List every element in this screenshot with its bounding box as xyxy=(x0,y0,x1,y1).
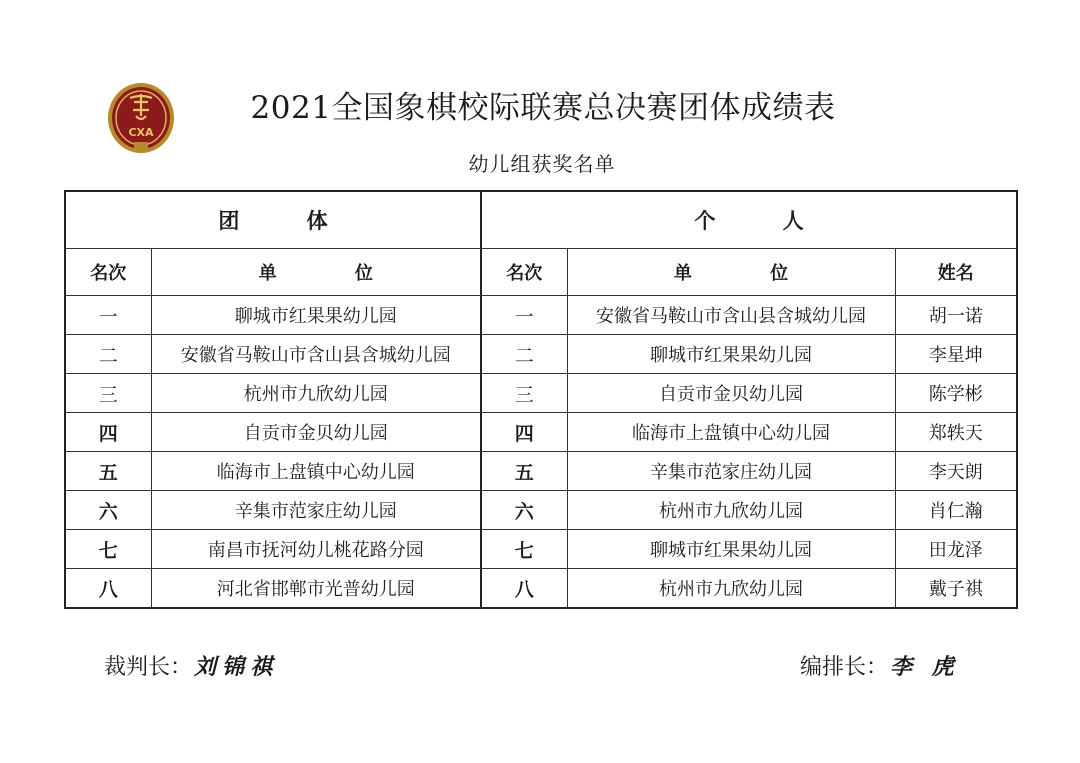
individual-rank-cell: 三 xyxy=(481,374,567,413)
table-row xyxy=(65,296,1017,335)
team-unit-cell: 杭州市九欣幼儿园 xyxy=(151,374,481,413)
team-rank-cell: 五 xyxy=(65,452,151,491)
individual-name-cell: 郑轶天 xyxy=(895,413,1017,452)
table-row xyxy=(65,413,1017,452)
individual-rank-header: 名次 xyxy=(481,249,567,296)
team-rank-cell: 八 xyxy=(65,569,151,609)
team-unit-cell: 辛集市范家庄幼儿园 xyxy=(151,491,481,530)
team-rank-cell: 四 xyxy=(65,413,151,452)
individual-rank-cell: 二 xyxy=(481,335,567,374)
team-rank-header: 名次 xyxy=(65,249,151,296)
team-unit-cell: 聊城市红果果幼儿园 xyxy=(151,296,481,335)
team-rank-cell: 二 xyxy=(65,335,151,374)
individual-name-cell: 胡一诺 xyxy=(895,296,1017,335)
individual-name-cell: 田龙泽 xyxy=(895,530,1017,569)
individual-unit-cell: 自贡市金贝幼儿园 xyxy=(567,374,895,413)
individual-name-cell: 陈学彬 xyxy=(895,374,1017,413)
individual-unit-cell: 杭州市九欣幼儿园 xyxy=(567,491,895,530)
column-header-row xyxy=(65,249,1017,296)
page-subtitle: 幼儿组获奖名单 xyxy=(468,152,616,176)
individual-rank-cell: 八 xyxy=(481,569,567,609)
table-row xyxy=(65,530,1017,569)
page-title: 2021全国象棋校际联赛总决赛团体成绩表 xyxy=(250,90,836,126)
individual-name-cell: 肖仁瀚 xyxy=(895,491,1017,530)
individual-rank-cell: 四 xyxy=(481,413,567,452)
individual-unit-cell: 临海市上盘镇中心幼儿园 xyxy=(567,413,895,452)
individual-unit-cell: 辛集市范家庄幼儿园 xyxy=(567,452,895,491)
team-unit-cell: 自贡市金贝幼儿园 xyxy=(151,413,481,452)
table-row xyxy=(65,491,1017,530)
table-row xyxy=(65,335,1017,374)
team-rank-cell: 三 xyxy=(65,374,151,413)
results-table xyxy=(64,190,1018,609)
team-unit-header: 单 位 xyxy=(151,249,481,296)
logo-text: CXA xyxy=(128,126,154,139)
table-row xyxy=(65,569,1017,609)
individual-unit-cell: 杭州市九欣幼儿园 xyxy=(567,569,895,609)
individual-rank-cell: 七 xyxy=(481,530,567,569)
team-unit-cell: 河北省邯郸市光普幼儿园 xyxy=(151,569,481,609)
team-unit-cell: 安徽省马鞍山市含山县含城幼儿园 xyxy=(151,335,481,374)
team-group-header: 团 体 xyxy=(65,191,481,249)
chief-referee-name: 刘锦祺 xyxy=(194,655,279,680)
individual-name-cell: 李星坤 xyxy=(895,335,1017,374)
team-rank-cell: 六 xyxy=(65,491,151,530)
arranger-label: 编排长： xyxy=(800,655,889,680)
team-rank-cell: 七 xyxy=(65,530,151,569)
individual-rank-cell: 一 xyxy=(481,296,567,335)
individual-group-header: 个 人 xyxy=(481,191,1017,249)
team-rank-cell: 一 xyxy=(65,296,151,335)
team-unit-cell: 临海市上盘镇中心幼儿园 xyxy=(151,452,481,491)
individual-rank-cell: 六 xyxy=(481,491,567,530)
individual-name-cell: 戴子祺 xyxy=(895,569,1017,609)
arranger-name: 李 虎 xyxy=(890,655,960,680)
individual-unit-cell: 聊城市红果果幼儿园 xyxy=(567,335,895,374)
individual-name-header: 姓名 xyxy=(895,249,1017,296)
arranger-signature xyxy=(800,650,960,681)
individual-rank-cell: 五 xyxy=(481,452,567,491)
table-row xyxy=(65,452,1017,491)
individual-name-cell: 李天朗 xyxy=(895,452,1017,491)
team-unit-cell: 南昌市抚河幼儿桃花路分园 xyxy=(151,530,481,569)
table-row xyxy=(65,374,1017,413)
chief-referee-signature xyxy=(104,650,278,681)
chief-referee-label: 裁判长： xyxy=(104,655,193,680)
individual-unit-header: 单 位 xyxy=(567,249,895,296)
individual-unit-cell: 聊城市红果果幼儿园 xyxy=(567,530,895,569)
individual-unit-cell: 安徽省马鞍山市含山县含城幼儿园 xyxy=(567,296,895,335)
group-header-row xyxy=(65,191,1017,249)
